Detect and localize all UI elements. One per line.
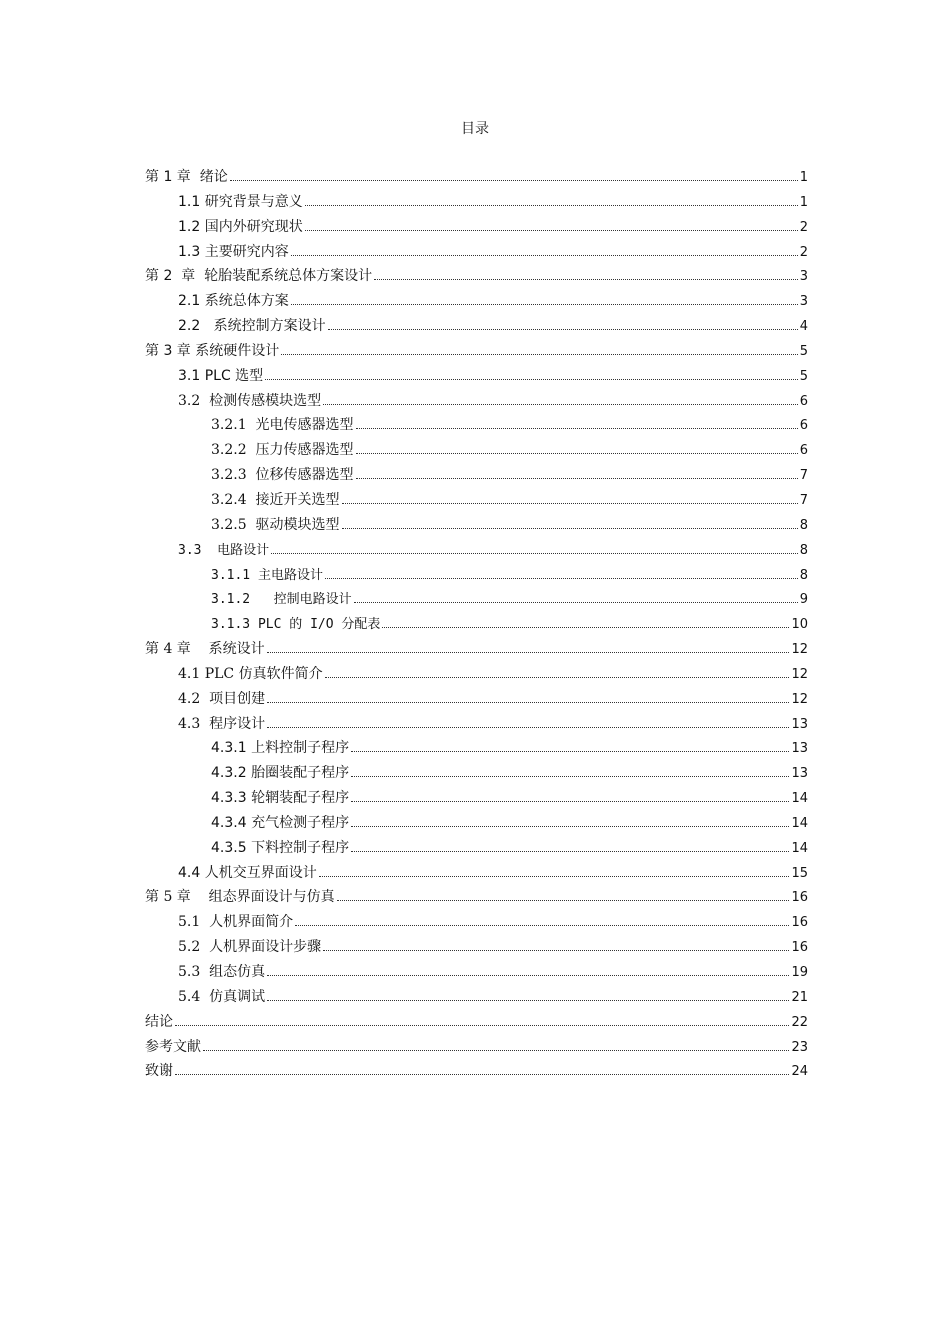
toc-entry-page-number: 10	[791, 617, 808, 633]
toc-entry[interactable]	[145, 588, 808, 613]
toc-entry-label: 第 2 章 轮胎装配系统总体方案设计	[145, 268, 373, 285]
toc-entry-label: 4.3 程序设计	[178, 715, 266, 732]
toc-entry-label: 3.2.3 位移传感器选型	[211, 467, 354, 484]
toc-dot-leader	[351, 825, 789, 827]
toc-dot-leader	[351, 800, 789, 802]
toc-entry-page-number: 9	[799, 592, 808, 608]
toc-dot-leader	[374, 278, 798, 280]
toc-entry-label: 参考文献	[145, 1038, 201, 1055]
toc-entry-label: 3.1.1 主电路设计	[211, 567, 323, 583]
toc-entry-page-number: 3	[799, 269, 808, 285]
toc-entry-page-number: 5	[799, 343, 808, 359]
toc-entry-label: 1.2 国内外研究现状	[178, 218, 303, 235]
toc-dot-leader	[291, 303, 798, 305]
toc-entry[interactable]	[145, 862, 808, 887]
toc-entry-page-number: 7	[799, 468, 808, 484]
toc-entry-label: 5.4 仿真调试	[178, 988, 266, 1005]
toc-entry[interactable]	[145, 911, 808, 936]
toc-dot-leader	[325, 577, 798, 579]
toc-dot-leader	[230, 179, 798, 181]
toc-entry-label: 1.1 研究背景与意义	[178, 193, 303, 210]
toc-entry[interactable]	[145, 986, 808, 1011]
toc-entry-page-number: 16	[791, 915, 808, 931]
toc-entry-page-number: 21	[791, 989, 808, 1005]
toc-entry-label: 4.3.5 下料控制子程序	[211, 839, 350, 856]
toc-entry[interactable]	[145, 688, 808, 713]
toc-entry-page-number: 6	[799, 443, 808, 459]
toc-title: 目录	[461, 121, 489, 137]
toc-entry[interactable]	[145, 886, 808, 911]
toc-dot-leader	[342, 502, 798, 504]
toc-entry-label: 第 4 章 系统设计	[145, 641, 265, 658]
toc-entry[interactable]	[145, 737, 808, 762]
toc-entry-page-number: 12	[791, 666, 808, 682]
toc-entry-page-number: 4	[799, 319, 808, 335]
toc-entry-label: 4.1 PLC 仿真软件简介	[178, 665, 323, 682]
toc-entry-label: 3.2.4 接近开关选型	[211, 491, 340, 508]
toc-entry[interactable]	[145, 365, 808, 390]
toc-entry-label: 1.3 主要研究内容	[178, 243, 289, 260]
toc-entry-page-number: 13	[791, 716, 808, 732]
toc-entry-label: 4.4 人机交互界面设计	[178, 864, 317, 881]
toc-entry-label: 致谢	[145, 1063, 173, 1080]
toc-dot-leader	[305, 229, 798, 231]
toc-dot-leader	[271, 552, 798, 554]
toc-entry[interactable]	[145, 439, 808, 464]
toc-entry[interactable]	[145, 663, 808, 688]
toc-entry[interactable]	[145, 216, 808, 241]
toc-entry-label: 3.2.5 驱动模块选型	[211, 516, 340, 533]
toc-dot-leader	[175, 1024, 789, 1026]
toc-entry[interactable]	[145, 489, 808, 514]
toc-entry-page-number: 14	[791, 791, 808, 807]
toc-dot-leader	[351, 750, 789, 752]
toc-dot-leader	[267, 651, 790, 653]
toc-entry[interactable]	[145, 166, 808, 191]
toc-entry-page-number: 16	[791, 890, 808, 906]
toc-dot-leader	[203, 1049, 789, 1051]
toc-entry-label: 结论	[145, 1013, 173, 1030]
toc-dot-leader	[265, 378, 798, 380]
toc-entry-page-number: 15	[791, 865, 808, 881]
toc-entry-page-number: 8	[799, 542, 808, 558]
toc-entry-page-number: 6	[799, 418, 808, 434]
toc-dot-leader	[323, 403, 798, 405]
toc-entry[interactable]	[145, 1036, 808, 1061]
toc-entry[interactable]	[145, 290, 808, 315]
toc-entry[interactable]	[145, 812, 808, 837]
toc-entry[interactable]	[145, 638, 808, 663]
toc-entry[interactable]	[145, 787, 808, 812]
toc-dot-leader	[319, 875, 790, 877]
toc-entry[interactable]	[145, 464, 808, 489]
toc-entry-page-number: 7	[799, 492, 808, 508]
toc-dot-leader	[351, 775, 789, 777]
toc-dot-leader	[337, 899, 790, 901]
toc-dot-leader	[342, 527, 798, 529]
toc-dot-leader	[175, 1073, 789, 1075]
toc-entry-label: 5.2 人机界面设计步骤	[178, 939, 322, 956]
toc-entry[interactable]	[145, 390, 808, 415]
toc-entry-label: 2.2 系统控制方案设计	[178, 318, 326, 335]
toc-dot-leader	[328, 328, 798, 330]
toc-entry-page-number: 14	[791, 815, 808, 831]
toc-entry-page-number: 6	[799, 393, 808, 409]
toc-entry-label: 3.3 电路设计	[178, 542, 270, 558]
toc-entry-page-number: 12	[791, 642, 808, 658]
toc-entry[interactable]	[145, 241, 808, 266]
toc-dot-leader	[382, 626, 789, 628]
toc-entry-page-number: 16	[791, 940, 808, 956]
toc-entry[interactable]	[145, 1060, 808, 1085]
table-of-contents	[145, 166, 808, 1085]
toc-entry-label: 5.1 人机界面简介	[178, 914, 294, 931]
toc-dot-leader	[323, 949, 789, 951]
toc-dot-leader	[305, 204, 798, 206]
toc-entry-label: 4.2 项目创建	[178, 690, 266, 707]
toc-entry-label: 3.2.2 压力传感器选型	[211, 442, 354, 459]
toc-entry-page-number: 13	[791, 741, 808, 757]
toc-dot-leader	[295, 924, 789, 926]
toc-dot-leader	[267, 726, 789, 728]
toc-entry[interactable]	[145, 191, 808, 216]
toc-entry-page-number: 2	[799, 244, 808, 260]
toc-entry-page-number: 5	[799, 368, 808, 384]
toc-entry-label: 3.2.1 光电传感器选型	[211, 417, 354, 434]
toc-entry-label: 第 1 章 绪论	[145, 169, 228, 185]
toc-entry-label: 3.2 检测传感模块选型	[178, 392, 322, 409]
toc-entry-page-number: 24	[791, 1064, 808, 1080]
toc-entry-label: 3.1.3 PLC 的 I/O 分配表	[211, 617, 381, 633]
toc-entry[interactable]	[145, 936, 808, 961]
toc-entry-page-number: 8	[799, 517, 808, 533]
toc-entry-label: 第 3 章 系统硬件设计	[145, 342, 280, 359]
toc-entry-page-number: 2	[799, 219, 808, 235]
toc-dot-leader	[356, 452, 798, 454]
toc-entry[interactable]	[145, 414, 808, 439]
toc-entry[interactable]	[145, 265, 808, 290]
toc-entry[interactable]	[145, 837, 808, 862]
toc-dot-leader	[356, 477, 798, 479]
toc-entry-label: 4.3.1 上料控制子程序	[211, 740, 350, 757]
toc-entry[interactable]	[145, 340, 808, 365]
toc-entry-page-number: 13	[791, 766, 808, 782]
toc-entry-page-number: 23	[791, 1039, 808, 1055]
toc-dot-leader	[354, 601, 798, 603]
toc-entry-page-number: 3	[799, 294, 808, 310]
toc-entry[interactable]	[145, 713, 808, 738]
toc-dot-leader	[267, 974, 789, 976]
toc-entry[interactable]	[145, 315, 808, 340]
toc-entry-label: 4.3.3 轮辋装配子程序	[211, 790, 350, 807]
toc-entry[interactable]	[145, 564, 808, 589]
toc-entry-label: 4.3.4 充气检测子程序	[211, 814, 350, 831]
toc-dot-leader	[267, 701, 789, 703]
toc-entry-page-number: 22	[791, 1014, 808, 1030]
toc-dot-leader	[351, 850, 789, 852]
toc-entry-page-number: 1	[799, 194, 808, 210]
toc-entry-page-number: 1	[799, 170, 808, 185]
toc-entry[interactable]	[145, 762, 808, 787]
toc-dot-leader	[325, 676, 790, 678]
toc-entry[interactable]	[145, 514, 808, 539]
toc-dot-leader	[281, 353, 797, 355]
toc-entry-label: 3.1.2 控制电路设计	[211, 592, 352, 608]
toc-entry-label: 4.3.2 胎圈装配子程序	[211, 765, 350, 782]
toc-entry[interactable]	[145, 961, 808, 986]
toc-entry[interactable]	[145, 539, 808, 564]
toc-entry-label: 5.3 组态仿真	[178, 964, 266, 980]
toc-entry-page-number: 14	[791, 840, 808, 856]
toc-entry-label: 3.1 PLC 选型	[178, 367, 264, 384]
toc-dot-leader	[291, 254, 798, 256]
toc-dot-leader	[267, 999, 789, 1001]
toc-dot-leader	[356, 427, 798, 429]
toc-entry-page-number: 12	[791, 691, 808, 707]
toc-entry[interactable]	[145, 613, 808, 638]
toc-entry[interactable]	[145, 1011, 808, 1036]
toc-entry-page-number: 19	[791, 965, 808, 980]
toc-entry-label: 第 5 章 组态界面设计与仿真	[145, 889, 335, 906]
toc-entry-label: 2.1 系统总体方案	[178, 293, 289, 310]
toc-entry-page-number: 8	[799, 567, 808, 583]
